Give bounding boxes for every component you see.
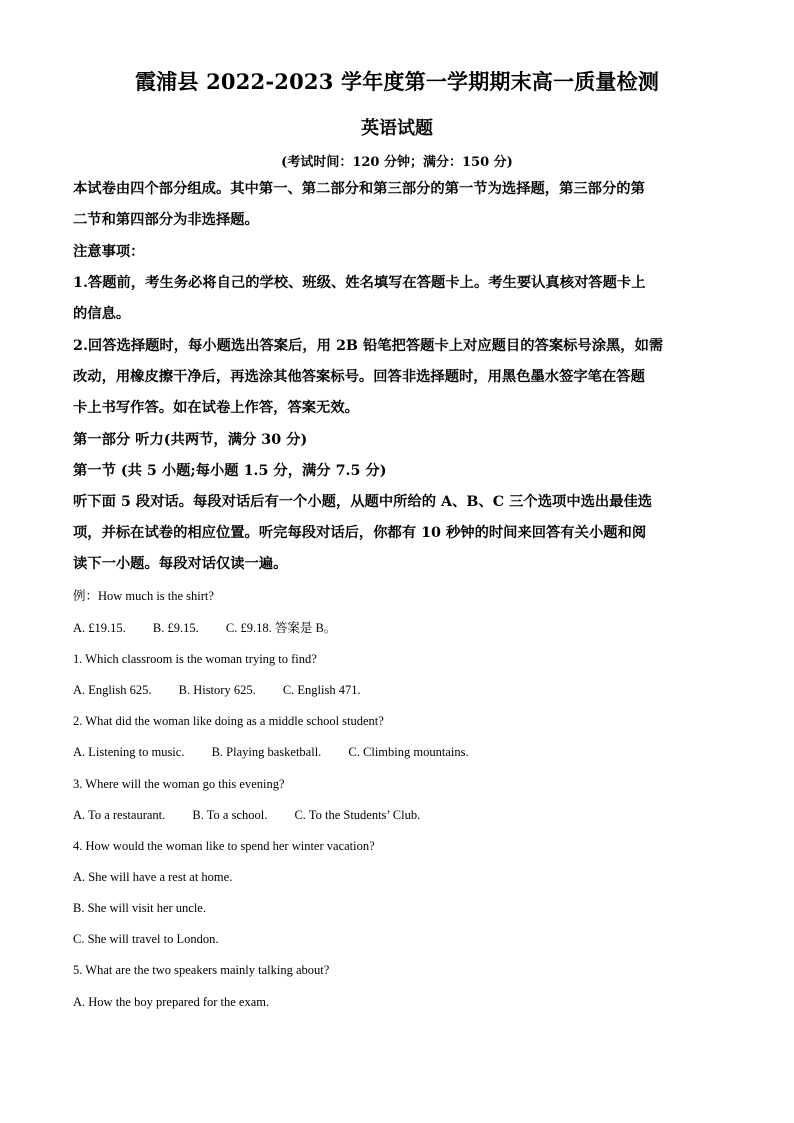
- question-3-stem: 3. Where will the woman go this evening?: [73, 777, 285, 791]
- notes-line: 改动，用橡皮擦干净后，再选涂其他答案标号。回答非选择题时，用黑色墨水签字笔在答题: [73, 369, 645, 385]
- section1-heading: 第一节 (共 5 小题;每小题 1.5 分，满分 7.5 分): [73, 463, 387, 479]
- intro-paragraph: [73, 174, 725, 236]
- example-options: [73, 620, 336, 636]
- option-c: C. £9.18. 答案是 B。: [225, 621, 337, 635]
- exam-time-score: (考试时间：120 分钟；满分：150 分): [281, 155, 513, 170]
- question-4-option-c: C. She will travel to London.: [73, 932, 219, 946]
- notes-line: 卡上书写作答。如在试卷上作答，答案无效。: [73, 400, 359, 416]
- exam-title: 霞浦县 2022-2023 学年度第一学期期末高一质量检测: [134, 69, 660, 94]
- option-b: B. To a school.: [192, 808, 268, 822]
- question-5-stem: 5. What are the two speakers mainly talking about?: [73, 963, 330, 977]
- notes-line: 的信息。: [73, 306, 131, 322]
- option-a: A. To a restaurant.: [73, 808, 166, 822]
- notes-item-1: [73, 268, 725, 330]
- notes-line: 2.回答选择题时，每小题选出答案后，用 2B 铅笔把答题卡上对应题目的答案标号涂黑，如需: [73, 338, 664, 354]
- intro-line: 二节和第四部分为非选择题。: [73, 212, 259, 228]
- option-a: A. Listening to music.: [73, 745, 185, 759]
- intro-line: 本试卷由四个部分组成。其中第一、第二部分和第三部分的第一节为选择题，第三部分的第: [73, 181, 645, 197]
- listening-instructions: [73, 487, 725, 580]
- instructions-line: 项，并标在试卷的相应位置。听完每段对话后，你都有 10 秒钟的时间来回答有关小题和阅: [73, 525, 647, 541]
- option-a: A. English 625.: [73, 683, 152, 697]
- subject-title: 英语试题: [361, 118, 433, 139]
- question-2-stem: 2. What did the woman like doing as a middle school student?: [73, 714, 384, 728]
- instructions-line: 读下一小题。每段对话仅读一遍。: [73, 556, 288, 572]
- question-4-option-a: A. She will have a rest at home.: [73, 870, 233, 884]
- question-4-option-b: B. She will visit her uncle.: [73, 901, 206, 915]
- question-1-stem: 1. Which classroom is the woman trying to find?: [73, 652, 317, 666]
- notes-heading: 注意事项：: [73, 244, 145, 260]
- question-2-options: [73, 744, 469, 760]
- instructions-line: 听下面 5 段对话。每段对话后有一个小题，从题中所给的 A、B、C 三个选项中选出最佳选: [73, 494, 653, 510]
- example-question: 例：How much is the shirt?: [73, 589, 214, 603]
- notes-item-2: [73, 331, 725, 424]
- option-c: C. English 471.: [282, 683, 361, 697]
- question-1-options: [73, 682, 361, 698]
- option-b: B. £9.15.: [152, 621, 199, 635]
- question-4-stem: 4. How would the woman like to spend her winter vacation?: [73, 839, 375, 853]
- question-3-options: [73, 807, 420, 823]
- option-b: B. Playing basketball.: [211, 745, 322, 759]
- question-5-option-a: A. How the boy prepared for the exam.: [73, 995, 270, 1009]
- option-a: A. £19.15.: [73, 621, 126, 635]
- option-c: C. To the Students’ Club.: [294, 808, 421, 822]
- option-b: B. History 625.: [178, 683, 256, 697]
- notes-line: 1.答题前，考生务必将自己的学校、班级、姓名填写在答题卡上。考生要认真核对答题卡上: [73, 275, 646, 291]
- option-c: C. Climbing mountains.: [348, 745, 469, 759]
- part1-heading: 第一部分 听力(共两节，满分 30 分): [73, 432, 308, 448]
